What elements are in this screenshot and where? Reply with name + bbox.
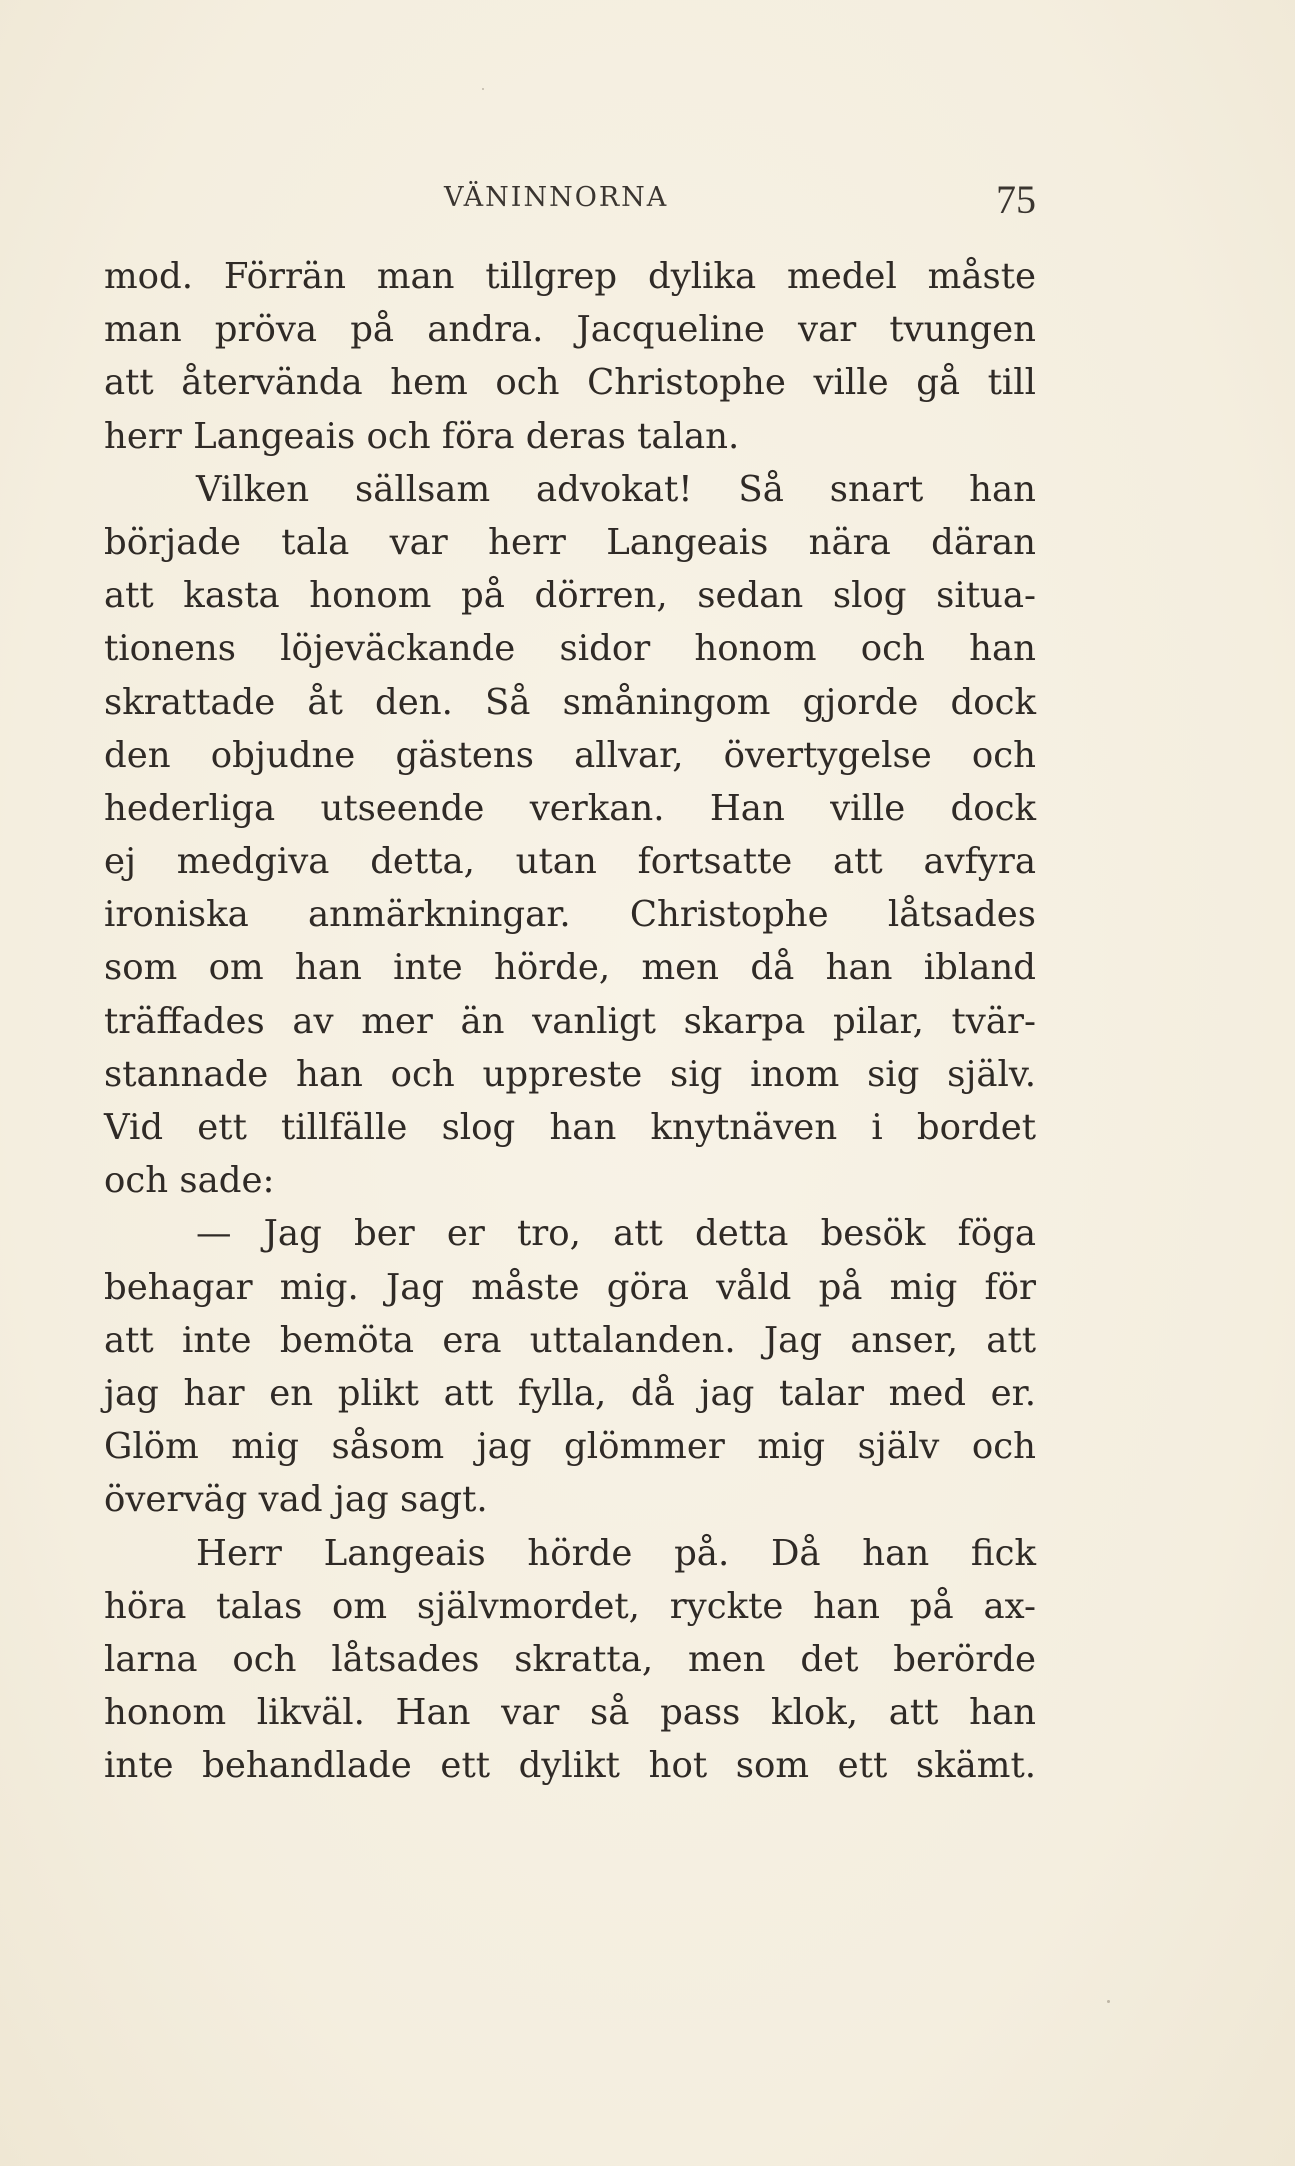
page-header xyxy=(104,176,1036,226)
text-line: började tala var herr Langeais nära däran xyxy=(104,521,1036,563)
text-line: inte behandlade ett dylikt hot som ett skämt. xyxy=(104,1745,1036,1787)
text-line: stannade han och uppreste sig inom sig själv. xyxy=(104,1053,1036,1095)
text-line: Glöm mig såsom jag glömmer mig själv och xyxy=(104,1426,1036,1468)
text-line: den objudne gästens allvar, övertygelse och xyxy=(104,734,1036,776)
text-line: träffades av mer än vanligt skarpa pilar, tvär- xyxy=(104,1000,1036,1042)
text-line: ironiska anmärkningar. Christophe låtsades xyxy=(104,894,1036,936)
text-line: herr Langeais och föra deras talan. xyxy=(104,415,740,457)
text-line: att kasta honom på dörren, sedan slog situa- xyxy=(104,575,1036,617)
text-line: larna och låtsades skratta, men det berörde xyxy=(104,1638,1036,1680)
text-line: som om han inte hörde, men då han ibland xyxy=(104,947,1036,989)
paper-speck xyxy=(1107,2000,1110,2003)
text-line: man pröva på andra. Jacqueline var tvungen xyxy=(104,309,1036,351)
text-line: överväg vad jag sagt. xyxy=(104,1479,488,1521)
text-line: ej medgiva detta, utan fortsatte att avfyra xyxy=(104,841,1036,883)
text-line: jag har en plikt att fylla, då jag talar med er. xyxy=(104,1372,1036,1414)
running-title: VÄNINNORNA xyxy=(444,182,669,213)
text-line: och sade: xyxy=(104,1160,275,1202)
text-line: — Jag ber er tro, att detta besök föga xyxy=(196,1213,1036,1255)
text-line: hederliga utseende verkan. Han ville dock xyxy=(104,787,1036,829)
text-line: Vid ett tillfälle slog han knytnäven i bordet xyxy=(104,1107,1036,1148)
text-line: höra talas om självmordet, ryckte han på ax- xyxy=(104,1585,1036,1627)
page-number: 75 xyxy=(996,177,1036,222)
text-line: att återvända hem och Christophe ville gå till xyxy=(104,362,1036,404)
text-line: Herr Langeais hörde på. Då han fick xyxy=(196,1532,1036,1574)
text-line: honom likväl. Han var så pass klok, att han xyxy=(104,1692,1036,1734)
text-line: behagar mig. Jag måste göra våld på mig för xyxy=(104,1266,1036,1308)
body-text xyxy=(104,250,1036,1792)
paper-speck xyxy=(482,88,484,90)
text-line: mod. Förrän man tillgrep dylika medel måste xyxy=(104,256,1036,297)
text-line: tionens löjeväckande sidor honom och han xyxy=(104,628,1036,670)
text-line: Vilken sällsam advokat! Så snart han xyxy=(196,468,1036,510)
text-line: skrattade åt den. Så småningom gjorde dock xyxy=(104,681,1036,723)
text-line: att inte bemöta era uttalanden. Jag anser, att xyxy=(104,1319,1036,1361)
